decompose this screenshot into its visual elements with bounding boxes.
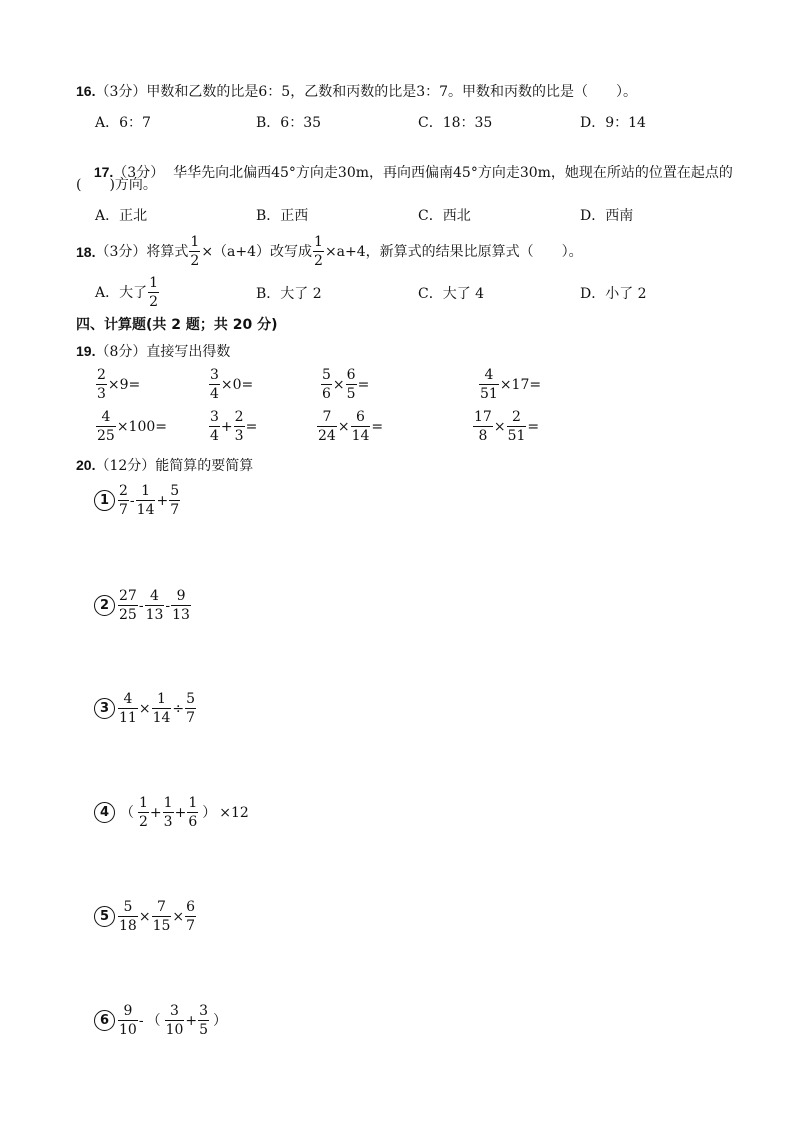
calc-expression: $\frac{4}{51}$ ×17= [480, 367, 542, 402]
option-c[interactable]: C．西北 [418, 208, 471, 224]
question-text: 华华先向北偏西45°方向走30m，再向西偏南45°方向走30m，她现在所站的位置在起点的 [164, 165, 733, 181]
question-score: （3分） [113, 165, 165, 181]
question-19: 19.（8分）直接写出得数 [76, 343, 231, 360]
question-text: 甲数和乙数的比是6：5，乙数和丙数的比是3：7。甲数和丙数的比是（ ）。 [146, 84, 638, 100]
question-18: 18 . （3分） 将算式 $\frac{1}{2}$ ×（a+4）改写成 $\frac{1}{2}$ ×a+4，新算式的结果比原算式（ ）。 [76, 234, 583, 269]
question-score: （8分） [95, 344, 147, 360]
circled-number: 4 [94, 802, 115, 823]
option-label: A．大了 [95, 284, 148, 301]
question-17: 17.（3分） 华华先向北偏西45°方向走30m，再向西偏南45°方向走30m，她现在所站的位置在起点的 [93, 164, 733, 181]
question-number: 17 [93, 164, 110, 180]
question-score: （12分） [95, 458, 156, 474]
question-number: 16 [76, 83, 92, 99]
calc-expression: $\frac{17}{8}$ × $\frac{2}{51}$ = [474, 409, 540, 444]
question-text-3: ×a+4，新算式的结果比原算式（ ）。 [324, 243, 583, 260]
circled-number: 1 [94, 490, 115, 511]
question-17-line2: ( )方向。 [76, 177, 157, 193]
section-heading: 四、计算题(共 2 题；共 20 分) [76, 317, 278, 333]
question-number: 19 [76, 343, 92, 359]
fraction: $\frac{1}{2}$ [314, 234, 323, 269]
calc-expression: $\frac{7}{24}$ × $\frac{6}{14}$ = [318, 409, 384, 444]
problem-5: 5 $\frac{5}{18}$ × $\frac{7}{15}$ × $\frac{6}{7}$ [94, 900, 197, 933]
problem-6: 6 $\frac{9}{10}$ - （ $\frac{3}{10}$ + $\frac{3}{5}$ ） [94, 1004, 230, 1037]
option-b[interactable]: B．6：35 [256, 115, 322, 131]
problem-1: 1 $\frac{2}{7}$ - $\frac{1}{14}$ + $\frac{5}{7}$ [94, 484, 181, 517]
calc-expression: $\frac{2}{3}$ ×9= [97, 367, 141, 402]
option-d[interactable]: D．小了 2 [580, 286, 647, 302]
calc-expression: $\frac{4}{25}$ ×100= [97, 409, 168, 444]
option-c[interactable]: C．18：35 [418, 115, 493, 131]
question-score: （3分） [95, 84, 147, 100]
option-c[interactable]: C．大了 4 [418, 286, 485, 302]
option-b[interactable]: B．正西 [256, 208, 309, 224]
question-20: 20.（12分）能简算的要简算 [76, 457, 254, 474]
question-score: （3分） [95, 243, 147, 260]
question-text: 能简算的要简算 [155, 458, 254, 474]
option-a[interactable] [95, 276, 160, 309]
option-d[interactable]: D．西南 [580, 208, 634, 224]
question-text-1: 将算式 [146, 243, 189, 260]
problem-2: 2 $\frac{27}{25}$ - $\frac{4}{13}$ - $\frac{9}{13}$ [94, 589, 192, 622]
question-number: 18 [76, 243, 92, 260]
question-number: 20 [76, 457, 92, 473]
fraction: $\frac{1}{2}$ [190, 234, 200, 269]
option-a[interactable]: A．正北 [95, 208, 148, 224]
calc-expression: $\frac{3}{4}$ + $\frac{2}{3}$ = [210, 409, 258, 444]
option-a[interactable]: A．6：7 [95, 115, 151, 131]
fraction: $\frac{1}{2}$ [149, 275, 159, 310]
question-text-2: ×（a+4）改写成 [201, 243, 313, 260]
question-text: 直接写出得数 [146, 344, 231, 360]
question-16: 16.（3分）甲数和乙数的比是6：5，乙数和丙数的比是3：7。甲数和丙数的比是（ ）。 [76, 83, 638, 100]
circled-number: 2 [94, 595, 115, 616]
circled-number: 3 [94, 698, 115, 719]
option-d[interactable]: D．9：14 [580, 115, 646, 131]
problem-4: 4 （ $\frac{1}{2}$ + $\frac{1}{3}$ + $\frac{1}{6}$ ） ×12 [94, 796, 249, 829]
problem-3: 3 $\frac{4}{11}$ × $\frac{1}{14}$ ÷ $\frac{5}{7}$ [94, 692, 197, 725]
calc-expression: $\frac{5}{6}$ × $\frac{6}{5}$ = [322, 367, 370, 402]
option-b[interactable]: B．大了 2 [256, 286, 322, 302]
circled-number: 5 [94, 906, 115, 927]
calc-expression: $\frac{3}{4}$ ×0= [210, 367, 254, 402]
circled-number: 6 [94, 1010, 115, 1031]
